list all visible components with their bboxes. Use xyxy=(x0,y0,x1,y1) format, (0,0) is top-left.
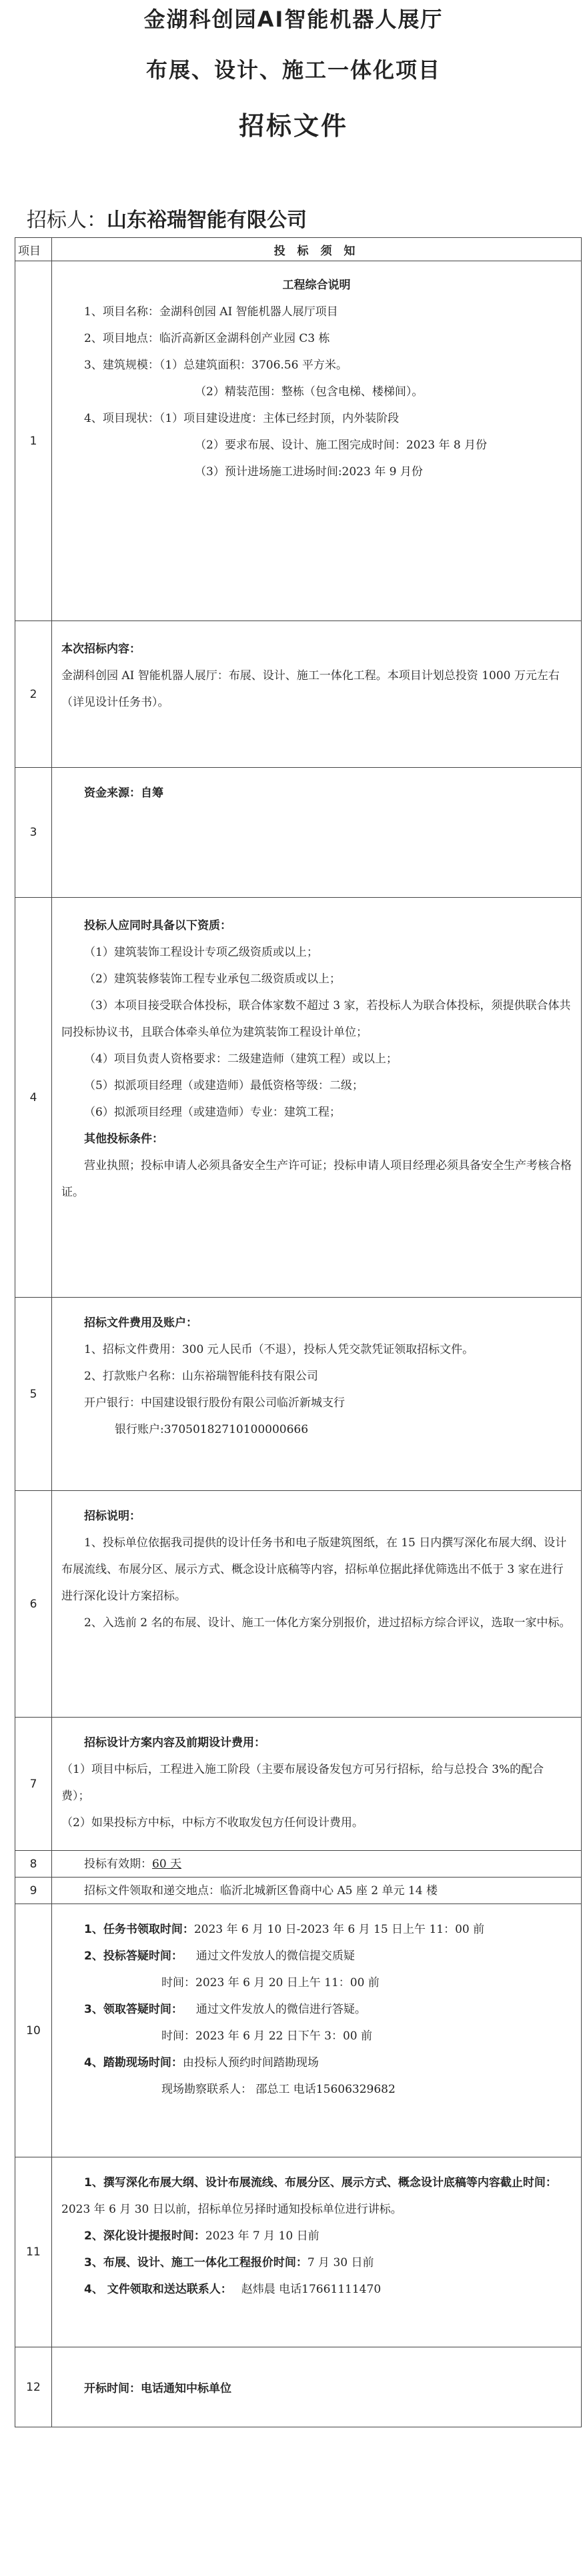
schedule-value: 通过文件发放人的微信提交质疑 xyxy=(195,1949,355,1963)
text-line: 1、招标文件费用：300 元人民币（不退），投标人凭交款凭证领取招标文件。 xyxy=(84,1343,474,1356)
row-number: 2 xyxy=(15,621,52,768)
text-line: （2）建筑装修装饰工程专业承包二级资质或以上； xyxy=(84,972,341,986)
document-title-line-2: 布展、设计、施工一体化项目 xyxy=(145,57,441,83)
row-number: 7 xyxy=(15,1718,52,1851)
column-header-notice: 投 标 须 知 xyxy=(52,238,582,261)
text-line: 1、项目名称：金湖科创园 AI 智能机器人展厅项目 xyxy=(84,305,338,319)
text-line: （4）项目负责人资格要求：二级建造师（建筑工程）或以上； xyxy=(84,1052,398,1066)
schedule-label: 2、深化设计提报时间： xyxy=(84,2229,205,2243)
text-line: 4、项目现状：（1）项目建设进度：主体已经封顶，内外装阶段 xyxy=(84,412,400,425)
schedule-label: 1、任务书领取时间： xyxy=(84,1923,194,1936)
table-row xyxy=(15,1298,582,1491)
table-row xyxy=(15,1491,582,1718)
row-number: 6 xyxy=(15,1491,52,1718)
table-row xyxy=(15,1904,582,2157)
row-number: 12 xyxy=(15,2347,52,2427)
table-row xyxy=(15,768,582,898)
row-number: 9 xyxy=(15,1878,52,1904)
text-line: 招标文件领取和递交地点：临沂北城新区鲁商中心 A5 座 2 单元 14 楼 xyxy=(84,1884,438,1898)
table-row xyxy=(15,1878,582,1904)
row-content xyxy=(52,768,582,898)
text-line: （5）拟派项目经理（或建造师）最低资格等级：二级； xyxy=(84,1079,364,1092)
row-number: 5 xyxy=(15,1298,52,1491)
table-row xyxy=(15,898,582,1298)
text-line: （3）预计进场施工进场时间:2023 年 9 月份 xyxy=(195,465,423,479)
schedule-label: 3、布展、设计、施工一体化工程报价时间： xyxy=(84,2256,308,2269)
text-line: 开户银行：中国建设银行股份有限公司临沂新城支行 xyxy=(84,1396,345,1410)
bidder-label: 招标人： xyxy=(27,209,107,232)
table-row xyxy=(15,621,582,768)
document-title-line-3: 招标文件 xyxy=(238,111,348,141)
text-line: 3、建筑规模：（1）总建筑面积：3706.56 平方米。 xyxy=(84,359,348,372)
table-header-row xyxy=(15,238,582,261)
table-row xyxy=(15,261,582,621)
column-header-item: 项目 xyxy=(15,238,52,261)
bidder-name: 山东裕瑞智能有限公司 xyxy=(107,209,307,232)
schedule-time: 时间：2023 年 6 月 22 日下午 3：00 前 xyxy=(161,2029,372,2043)
text-paragraph: （1）项目中标后，工程进入施工阶段（主要布展设备发包方可另行招标，给与总投合 3%的配合费）； xyxy=(61,1763,544,1803)
section-heading: 其他投标条件： xyxy=(84,1132,163,1146)
text-paragraph: （3）本项目接受联合体投标，联合体家数不超过 3 家，若投标人为联合体投标，须提供联合体共同投标协议书，且联合体牵头单位为建筑装饰工程设计单位； xyxy=(61,999,571,1039)
row-number: 10 xyxy=(15,1904,52,2157)
schedule-value: 7 月 30 日前 xyxy=(307,2256,374,2269)
text-line: 2、打款账户名称：山东裕瑞智能科技有限公司 xyxy=(84,1370,318,1383)
table-row xyxy=(15,1718,582,1851)
section-heading: 工程综合说明 xyxy=(282,279,351,292)
schedule-value: 2023 年 6 月 10 日-2023 年 6 月 15 日上午 11：00 前 xyxy=(193,1923,485,1936)
text-paragraph: 金湖科创园 AI 智能机器人展厅：布展、设计、施工一体化工程。本项目计划总投资 1000 万元左右（详见设计任务书）。 xyxy=(61,669,560,709)
row-content xyxy=(52,2157,582,2347)
schedule-value: 赵炜晨 电话17661111470 xyxy=(241,2283,382,2296)
section-heading: 资金来源：自筹 xyxy=(84,786,163,800)
schedule-label: 3、领取答疑时间： xyxy=(84,2003,183,2016)
row-number: 4 xyxy=(15,898,52,1298)
text-paragraph: 2、入选前 2 名的布展、设计、施工一体化方案分别报价，进过招标方综合评议，选取一家中标。 xyxy=(84,1616,571,1630)
section-heading: 开标时间：电话通知中标单位 xyxy=(84,2382,231,2395)
table-row xyxy=(15,1851,582,1878)
row-content xyxy=(52,1718,582,1851)
schedule-label: 4、 文件领取和送达联系人： xyxy=(84,2283,232,2296)
row-content xyxy=(52,1878,582,1904)
document-title-line-1: 金湖科创园AI智能机器人展厅 xyxy=(143,7,444,32)
table-row xyxy=(15,2157,582,2347)
bid-notice-table xyxy=(15,237,582,2427)
row-content xyxy=(52,261,582,621)
row-number: 11 xyxy=(15,2157,52,2347)
row-content xyxy=(52,1491,582,1718)
bidder-line xyxy=(27,203,307,233)
text-line: （2）要求布展、设计、施工图完成时间：2023 年 8 月份 xyxy=(195,439,488,452)
schedule-value: 2023 年 7 月 10 日前 xyxy=(205,2229,320,2243)
row-number: 3 xyxy=(15,768,52,898)
text-line: （2）精装范围：整栋（包含电梯、楼梯间）。 xyxy=(195,385,424,399)
text-line: 银行账户:37050182710100000666 xyxy=(115,1423,309,1436)
section-heading: 投标人应同时具备以下资质： xyxy=(84,919,231,932)
row-content xyxy=(52,1851,582,1878)
section-heading: 招标文件费用及账户： xyxy=(84,1316,197,1330)
row-number: 8 xyxy=(15,1851,52,1878)
row-number: 1 xyxy=(15,261,52,621)
row-content xyxy=(52,1298,582,1491)
text-paragraph: 1、投标单位依据我司提供的设计任务书和电子版建筑图纸，在 15 日内撰写深化布展大纲、设计布展流线、布展分区、展示方式、概念设计底稿等内容，招标单位据此择优筛选出不低于 3 家在进行进行深化设计方案招标。 xyxy=(61,1536,567,1603)
row-content xyxy=(52,898,582,1298)
row-content xyxy=(52,2347,582,2427)
section-heading: 招标说明： xyxy=(84,1510,141,1523)
validity-value: 60 天 xyxy=(152,1857,182,1871)
row-content xyxy=(52,1904,582,2157)
schedule-label: 4、踏勘现场时间： xyxy=(84,2056,183,2069)
contact-line: 现场勘察联系人： 邵总工 电话15606329682 xyxy=(161,2083,396,2096)
row-content xyxy=(52,621,582,768)
text-paragraph: （2）如果投标方中标，中标方不收取发包方任何设计费用。 xyxy=(61,1816,364,1830)
schedule-label: 1、撰写深化布展大纲、设计布展流线、布展分区、展示方式、概念设计底稿等内容截止时间： xyxy=(84,2176,557,2189)
section-heading: 本次招标内容： xyxy=(61,643,141,656)
validity-label: 投标有效期： xyxy=(84,1857,152,1871)
text-line: （6）拟派项目经理（或建造师）专业：建筑工程； xyxy=(84,1106,341,1119)
schedule-value: 由投标人预约时间踏勘现场 xyxy=(182,2056,319,2069)
schedule-value: 2023 年 6 月 30 日以前，招标单位另择时通知投标单位进行讲标。 xyxy=(61,2203,402,2216)
text-paragraph: 营业执照；投标申请人必须具备安全生产许可证；投标申请人项目经理必须具备安全生产考核合格证。 xyxy=(61,1159,572,1199)
schedule-time: 时间：2023 年 6 月 20 日上午 11：00 前 xyxy=(161,1976,380,1989)
schedule-label: 2、投标答疑时间： xyxy=(84,1949,183,1963)
schedule-value: 通过文件发放人的微信进行答疑。 xyxy=(195,2003,366,2016)
text-line: 2、项目地点：临沂高新区金湖科创产业园 C3 栋 xyxy=(84,332,330,345)
text-line: （1）建筑装饰工程设计专项乙级资质或以上； xyxy=(84,946,318,959)
section-heading: 招标设计方案内容及前期设计费用： xyxy=(84,1736,265,1750)
table-row xyxy=(15,2347,582,2427)
